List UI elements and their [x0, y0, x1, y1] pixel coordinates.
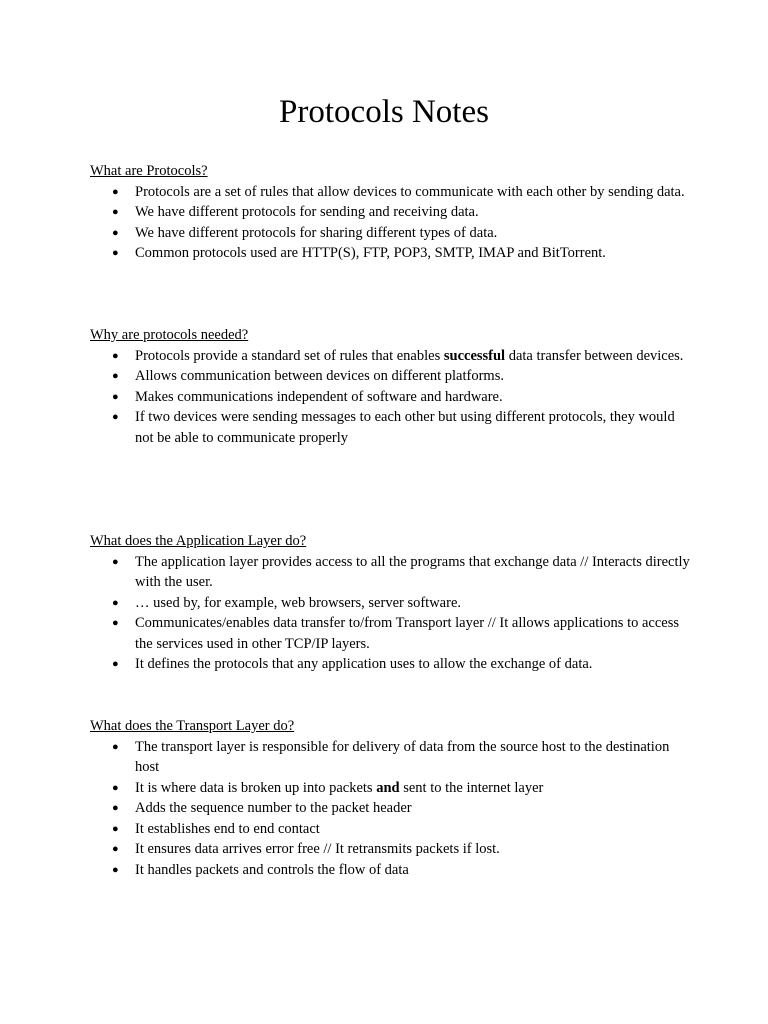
item-text: … used by, for example, web browsers, server software. [135, 594, 462, 611]
item-text: Protocols are a set of rules that allow devices to communicate with each other by sending data. [135, 183, 685, 200]
bullet-list [90, 346, 690, 449]
list-item [90, 654, 690, 675]
bullet-icon: ● [112, 596, 119, 609]
bullet-icon: ● [112, 370, 119, 382]
item-text: We have different protocols for sending and receiving data. [135, 204, 479, 220]
list-item [90, 223, 690, 244]
item-text: It handles packets and controls the flow of data [135, 861, 409, 878]
page-title: Protocols Notes [279, 94, 489, 130]
item-text: Makes communications independent of software and hardware. [135, 388, 503, 405]
list-item [90, 737, 690, 778]
item-text: We have different protocols for sharing different types of data. [135, 224, 498, 241]
bullet-icon: ● [112, 185, 119, 198]
bullet-list [90, 552, 690, 675]
bullet-icon: ● [112, 247, 119, 259]
item-text: Protocols provide a standard set of rules that enables [135, 347, 444, 364]
bold-text: successful [443, 347, 506, 364]
bullet-icon: ● [112, 349, 119, 362]
item-text: Common protocols used are HTTP(S), FTP, POP3, SMTP, IMAP and BitTorrent. [135, 245, 606, 261]
item-text: Allows communication between devices on different platforms. [135, 368, 504, 384]
list-item [90, 182, 690, 203]
list-item [90, 778, 690, 799]
list-item [90, 552, 690, 593]
section-what-are-protocols [90, 161, 690, 264]
bullet-icon: ● [112, 822, 119, 835]
bullet-icon: ● [112, 658, 119, 670]
item-text: Communicates/enables data transfer to/from Transport layer // It allows applications to access the services used in other TCP/IP layers. [135, 615, 680, 652]
bullet-icon: ● [112, 802, 119, 814]
list-item [90, 407, 690, 448]
bullet-icon: ● [112, 740, 119, 753]
item-text: The transport layer is responsible for delivery of data from the source host to the destination host [135, 738, 670, 775]
section-transport-layer [90, 716, 690, 880]
bullet-icon: ● [112, 781, 119, 794]
bullet-icon: ● [112, 863, 119, 876]
list-item [90, 860, 690, 881]
list-item [90, 202, 690, 223]
bullet-icon: ● [112, 390, 119, 403]
section-heading: What does the Transport Layer do? [90, 718, 295, 734]
bullet-list [90, 182, 690, 264]
list-item [90, 366, 690, 387]
list-item [90, 839, 690, 860]
bullet-icon: ● [112, 411, 119, 423]
bullet-icon: ● [112, 555, 119, 568]
list-item [90, 346, 690, 367]
section-heading: What does the Application Layer do? [90, 533, 307, 549]
item-text: The application layer provides access to all the programs that exchange data // Interacts directly with the user. [135, 553, 690, 590]
section-application-layer [90, 531, 690, 675]
item-text: It establishes end to end contact [135, 820, 320, 837]
item-text: It ensures data arrives error free // It retransmits packets if lost. [135, 841, 500, 857]
list-item [90, 613, 690, 654]
bullet-icon: ● [112, 206, 119, 218]
list-item [90, 243, 690, 264]
list-item [90, 387, 690, 408]
bullet-icon: ● [112, 226, 119, 239]
list-item [90, 819, 690, 840]
item-text: sent to the internet layer [399, 779, 544, 796]
item-text: data transfer between devices. [505, 347, 684, 364]
item-text: It defines the protocols that any application uses to allow the exchange of data. [135, 656, 593, 672]
bullet-icon: ● [112, 617, 119, 629]
section-heading: Why are protocols needed? [90, 327, 249, 343]
bold-text: and [376, 779, 400, 796]
item-text: If two devices were sending messages to each other but using different protocols, they would not be able to communicate properly [135, 409, 675, 446]
bullet-icon: ● [112, 843, 119, 855]
item-text: Adds the sequence number to the packet header [135, 800, 412, 816]
section-heading: What are Protocols? [90, 163, 208, 179]
section-why-protocols-needed [90, 325, 690, 448]
list-item [90, 593, 690, 614]
list-item [90, 798, 690, 819]
bullet-list [90, 737, 690, 881]
item-text: It is where data is broken up into packets [135, 779, 377, 796]
